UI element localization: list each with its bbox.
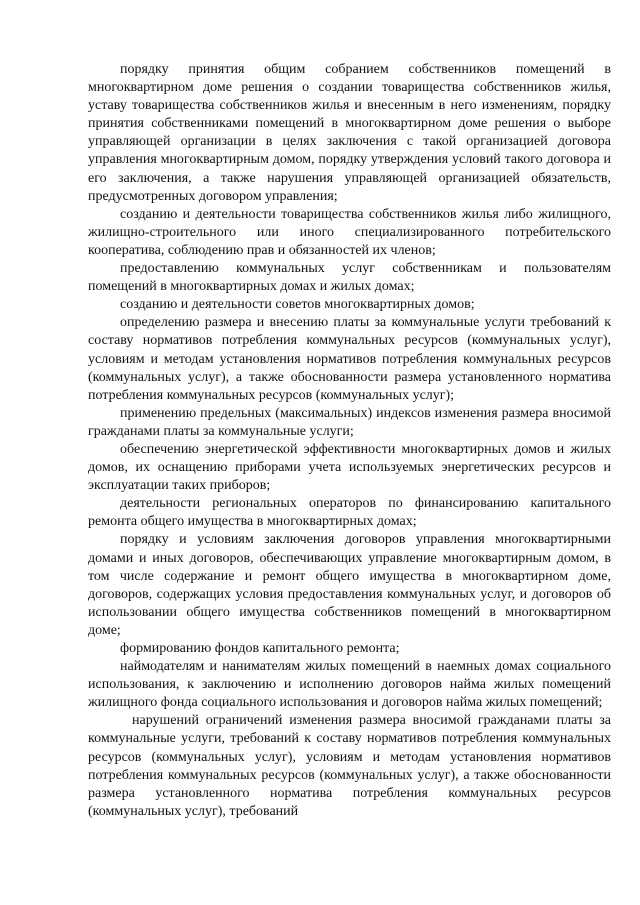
paragraph-utility-services: предоставлению коммунальных услуг собственникам и пользователям помещений в многоквартирных домах и жилых домах;	[88, 261, 611, 295]
paragraph-house-councils: созданию и деятельности советов многоквартирных домов;	[120, 297, 475, 313]
paragraph-hoa-activity: созданию и деятельности товарищества собственников жилья либо жилищного, жилищно-строительного или иного специализированного потребительского кооператива, соблюдению прав и обязанностей их членов;	[88, 206, 611, 258]
document-page	[88, 61, 611, 821]
paragraph-social-rental: наймодателям и нанимателям жилых помещений в наемных домах социального использования, к заключению и исполнению договоров найма жилых помещений жилищного фонда социального использования и договоров найма жилых помещений;	[88, 659, 611, 711]
paragraph-payment-violations: нарушений ограничений изменения размера вносимой гражданами платы за коммунальные услуги, требований к составу нормативов потребления коммунальных ресурсов (коммунальных услуг), условиям и методам установления нормативов потребления коммунальных ресурсов (коммунальных услуг), а также обоснованности размера установленного норматива потребления коммунальных ресурсов (коммунальных услуг), требований	[88, 713, 611, 819]
paragraph-energy-efficiency: обеспечению энергетической эффективности многоквартирных домов и жилых домов, их оснащению приборами учета используемых энергетических ресурсов и эксплуатации таких приборов;	[88, 441, 611, 494]
paragraph-repair-funds: формированию фондов капитального ремонта;	[120, 641, 400, 656]
paragraph-regional-operators: деятельности региональных операторов по финансированию капитального ремонта общего имущества в многоквартирных домах;	[88, 496, 611, 530]
paragraph-management-decisions: порядку принятия общим собранием собственников помещений в многоквартирном доме решения о создании товарищества собственников жилья, уставу товарищества собственников жилья и внесенным в него изменениям, порядку принятия собственниками помещений в многоквартирном доме решения о выборе управляющей организации в целях заключения с такой организацией договора управления многоквартирным домом, порядку утверждения условий такого договора и его заключения, а также нарушения управляющей организацией обязательств, предусмотренных договором управления;	[88, 62, 611, 204]
paragraph-max-indices: применению предельных (максимальных) индексов изменения размера вносимой гражданами платы за коммунальные услуги;	[88, 405, 611, 439]
paragraph-management-contracts: порядку и условиям заключения договоров управления многоквартирными домами и иных договоров, обеспечивающих управление многоквартирным домом, в том числе содержание и ремонт общего имущества в многоквартирном доме, договоров, содержащих условия предоставления коммунальных услуг, и договоров об использовании общего имущества собственников помещений в многоквартирном доме;	[88, 532, 611, 638]
paragraph-utility-payments: определению размера и внесению платы за коммунальные услуги требований к составу нормативов потребления коммунальных ресурсов (коммунальных услуг), условиям и методам установления нормативов потребления коммунальных ресурсов (коммунальных услуг), а также обоснованности размера установленного норматива потребления коммунальных ресурсов (коммунальных услуг);	[88, 315, 611, 403]
